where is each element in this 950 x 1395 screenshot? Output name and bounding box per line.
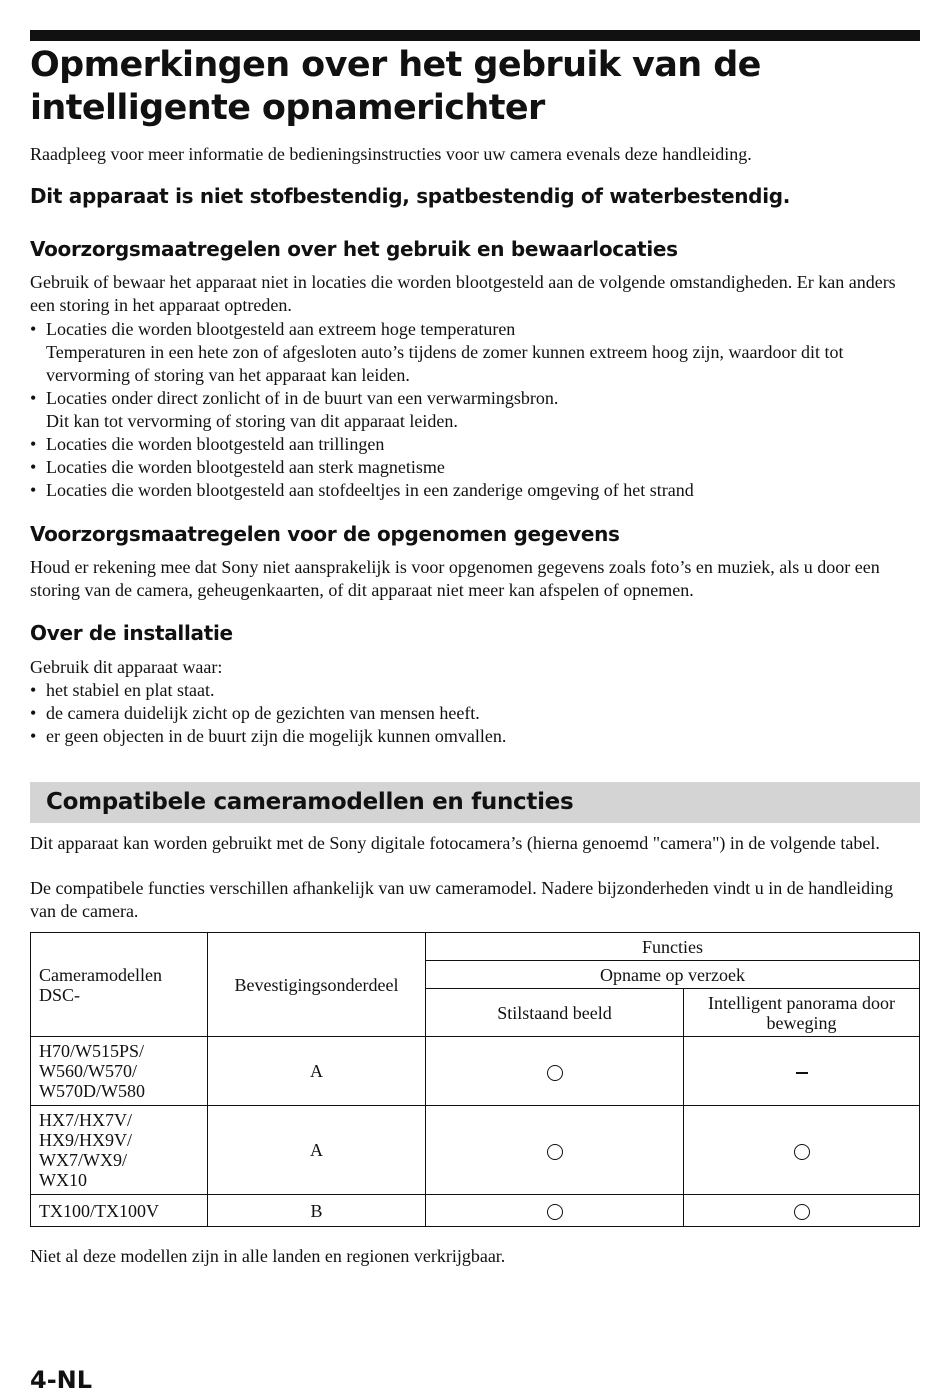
supported-circle-icon xyxy=(547,1144,563,1160)
page-title: Opmerkingen over het gebruik van de intelligente opnamerichter xyxy=(30,45,761,128)
data-heading: Voorzorgsmaatregelen voor de opgenomen gegevens xyxy=(30,522,620,546)
list-item-label: Locaties onder direct zonlicht of in de buurt van een verwarmingsbron. xyxy=(46,388,559,408)
mount-cell: B xyxy=(208,1195,426,1227)
compat-text-1: Dit apparaat kan worden gebruikt met de Sony digitale fotocamera’s (hierna genoemd "camera") in de volgende tabel. xyxy=(30,833,880,853)
panorama-header: Intelligent panorama door beweging xyxy=(684,989,920,1037)
model-line: W570D/W580 xyxy=(39,1081,145,1101)
mount-cell: A xyxy=(208,1106,426,1195)
page-number: 4-NL xyxy=(30,1366,93,1394)
list-item-label: Locaties die worden blootgesteld aan trillingen xyxy=(46,434,385,454)
model-line: TX100/TX100V xyxy=(39,1200,159,1221)
still-cell xyxy=(426,1195,684,1227)
model-line: HX7/HX7V/ xyxy=(39,1110,132,1130)
list-item: • de camera duidelijk zicht op de gezichten van mensen heeft. xyxy=(30,702,920,725)
warning-heading: Dit apparaat is niet stofbestendig, spatbestendig of waterbestendig. xyxy=(30,184,791,208)
list-item-detail: Dit kan tot vervorming of storing van dit apparaat leiden. xyxy=(46,411,458,431)
table-row xyxy=(31,1037,920,1106)
list-item xyxy=(30,318,920,387)
top-rule xyxy=(30,30,920,41)
storage-heading: Voorzorgsmaatregelen over het gebruik en bewaarlocaties xyxy=(30,237,678,261)
panorama-cell xyxy=(684,1037,920,1106)
supported-circle-icon xyxy=(547,1204,563,1220)
list-item xyxy=(30,479,920,502)
model-cell xyxy=(31,1037,208,1106)
list-item-label: Locaties die worden blootgesteld aan extreem hoge temperaturen xyxy=(46,319,516,339)
model-cell xyxy=(31,1106,208,1195)
compat-banner xyxy=(30,782,920,823)
still-header: Stilstaand beeld xyxy=(426,989,684,1037)
storage-text: Gebruik of bewaar het apparaat niet in locaties die worden blootgesteld aan de volgende omstandigheden. Er kan anders een storing in het apparaat optreden. xyxy=(30,272,896,315)
availability-note: Niet al deze modellen zijn in alle landen en regionen verkrijgbaar. xyxy=(30,1246,506,1266)
supported-circle-icon xyxy=(794,1144,810,1160)
on-demand-header: Opname op verzoek xyxy=(426,961,920,989)
model-line: HX9/HX9V/ xyxy=(39,1130,132,1150)
list-item-label: Locaties die worden blootgesteld aan sterk magnetisme xyxy=(46,457,445,477)
storage-list xyxy=(30,318,920,502)
list-item: • er geen objecten in de buurt zijn die mogelijk kunnen omvallen. xyxy=(30,725,920,748)
intro-text: Raadpleeg voor meer informatie de bedieningsinstructies voor uw camera evenals deze handleiding. xyxy=(30,144,752,164)
table-row xyxy=(31,1106,920,1195)
unsupported-dash-icon xyxy=(796,1072,808,1074)
table-row xyxy=(31,1195,920,1227)
model-cell xyxy=(31,1195,208,1227)
panorama-cell xyxy=(684,1106,920,1195)
compat-table xyxy=(30,932,920,1227)
still-cell xyxy=(426,1106,684,1195)
list-item-detail: Temperaturen in een hete zon of afgesloten auto’s tijdens de zomer kunnen extreem hoog zijn, waardoor dit tot vervorming of storing van het apparaat kan leiden. xyxy=(46,342,844,385)
model-line: WX10 xyxy=(39,1170,87,1190)
install-list xyxy=(30,679,920,748)
data-text: Houd er rekening mee dat Sony niet aansprakelijk is voor opgenomen gegevens zoals foto’s en muziek, als u door een storing van de camera, geheugenkaarten, of dit apparaat niet meer kan afspelen of opnemen. xyxy=(30,557,880,600)
models-header-line: DSC- xyxy=(39,984,81,1005)
functions-header: Functies xyxy=(426,933,920,961)
still-cell xyxy=(426,1037,684,1106)
model-line: H70/W515PS/ xyxy=(39,1041,145,1061)
mount-cell: A xyxy=(208,1037,426,1106)
model-line: WX7/WX9/ xyxy=(39,1150,127,1170)
install-heading: Over de installatie xyxy=(30,621,233,645)
mount-header: Bevestigingsonderdeel xyxy=(208,933,426,1037)
models-header-line: Cameramodellen xyxy=(39,964,162,985)
list-item xyxy=(30,433,920,456)
list-item xyxy=(30,387,920,433)
install-text: Gebruik dit apparaat waar: xyxy=(30,657,223,677)
list-item: • het stabiel en plat staat. xyxy=(30,679,920,702)
supported-circle-icon xyxy=(794,1204,810,1220)
supported-circle-icon xyxy=(547,1065,563,1081)
compat-heading: Compatibele cameramodellen en functies xyxy=(46,789,574,815)
model-line: W560/W570/ xyxy=(39,1061,137,1081)
models-header xyxy=(31,933,208,1037)
panorama-cell xyxy=(684,1195,920,1227)
list-item-label: Locaties die worden blootgesteld aan stofdeeltjes in een zanderige omgeving of het strand xyxy=(46,480,694,500)
compat-text-2: De compatibele functies verschillen afhankelijk van uw cameramodel. Nadere bijzonderheden vindt u in de handleiding van de camera. xyxy=(30,878,894,921)
list-item xyxy=(30,456,920,479)
